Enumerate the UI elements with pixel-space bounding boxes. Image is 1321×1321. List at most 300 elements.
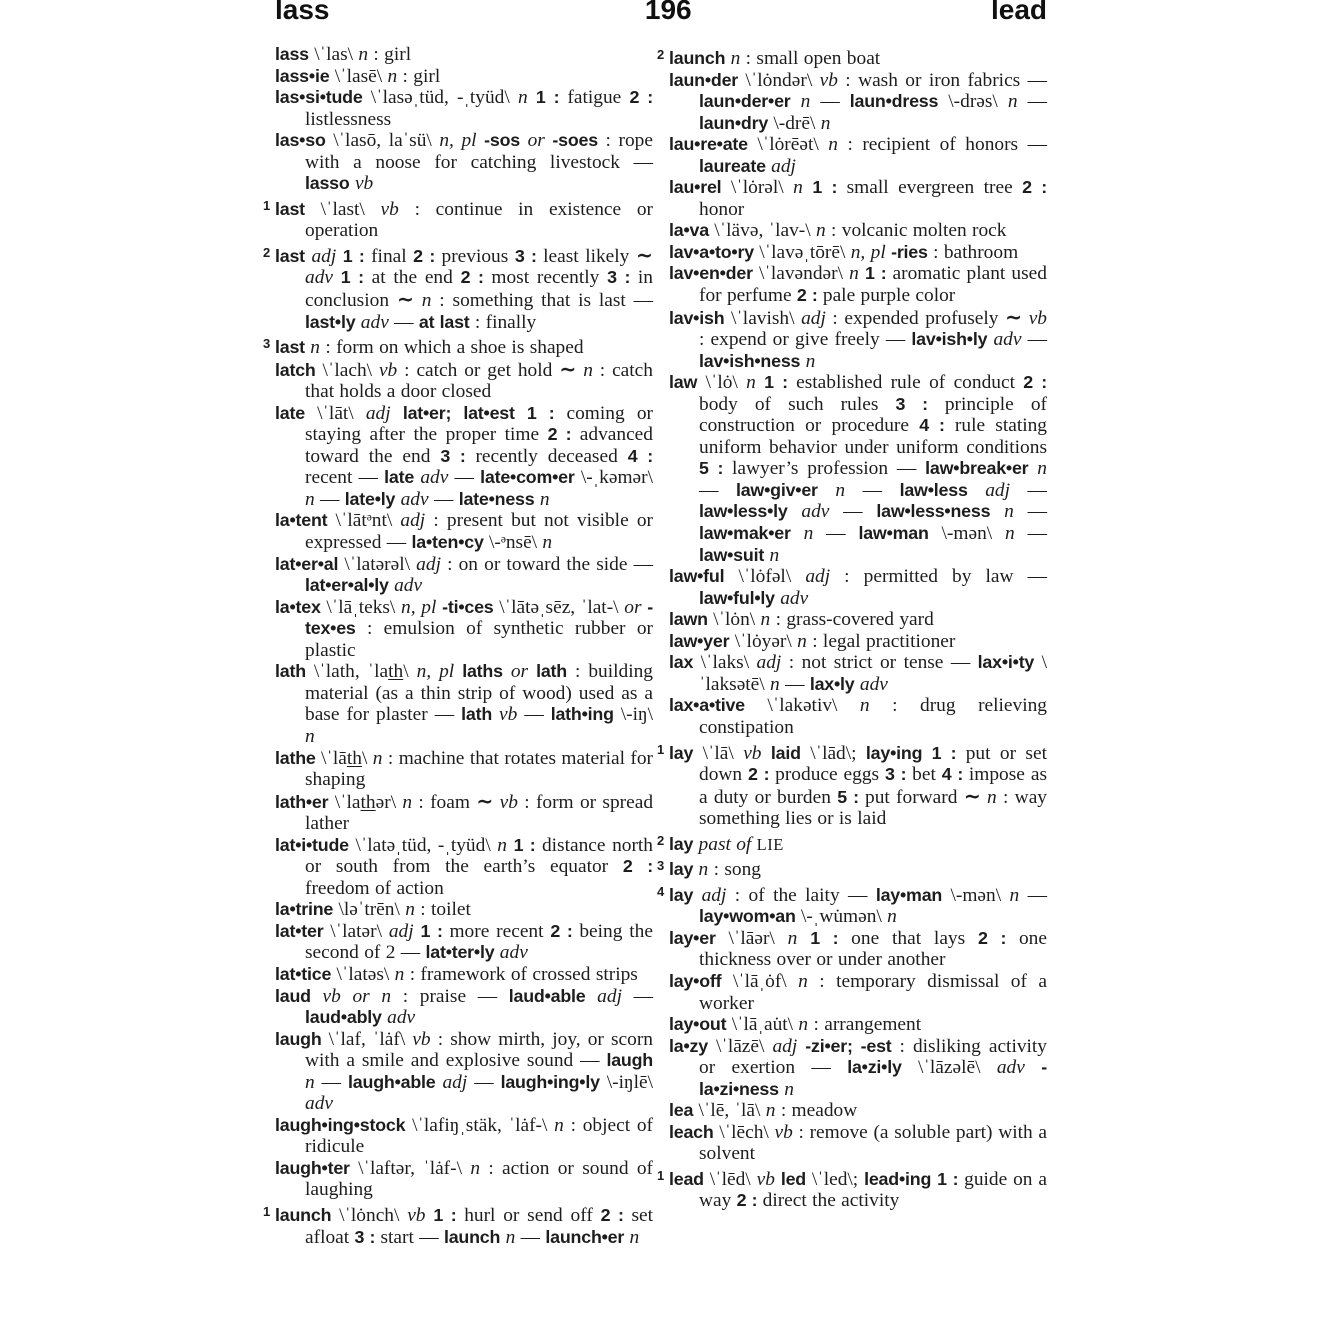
definition-text: : building material (as a thin strip of wood) used as a base for plaster —	[305, 661, 653, 726]
pos-label: vb	[407, 1204, 426, 1226]
definition-text	[586, 986, 598, 1007]
definition-text: : way something lies or is laid	[699, 786, 1047, 830]
sense-number: 5 :	[699, 458, 732, 479]
pos-label: adj	[772, 1035, 798, 1057]
headword: law•suit	[699, 544, 765, 565]
definition-text: : girl	[368, 44, 412, 65]
headword: led	[780, 1168, 806, 1189]
definition-text: \ˈlȯyər\	[729, 630, 798, 652]
entry-lass	[275, 44, 653, 66]
definition-text: : praise —	[391, 985, 509, 1007]
definition-text: \ˈlāˌȯf\	[721, 970, 799, 992]
homograph-number: 4	[657, 883, 665, 899]
pos-label: adv	[859, 673, 888, 695]
entry-lattice	[275, 964, 653, 986]
pos-label: adv	[387, 1007, 416, 1029]
definition-text	[507, 835, 514, 856]
definition-text	[922, 743, 931, 764]
definition-text: \-mən\	[928, 523, 1006, 545]
swung-dash: ∼	[396, 287, 414, 312]
headword: la•tex	[275, 596, 321, 617]
pos-label: adv	[360, 311, 389, 333]
definition-text: : grass-covered yard	[770, 609, 934, 631]
headword: laud•able	[508, 985, 586, 1006]
headword: laureate	[699, 155, 766, 176]
headword: law•mak•er	[699, 523, 791, 544]
swung-dash: ∼	[963, 783, 981, 808]
definition-text: —	[428, 488, 459, 510]
definition-text: \ˈlȯfəl\	[724, 566, 806, 588]
swung-dash: ∼	[1005, 304, 1023, 329]
definition-text: —	[517, 704, 551, 726]
sense-number: 2 :	[1022, 177, 1047, 198]
definition-text: : drug relieving constipation	[699, 695, 1047, 738]
entry-lassitude	[275, 87, 653, 130]
headword: last	[275, 198, 305, 219]
pos-label: adj	[756, 652, 782, 674]
headword: lay•off	[669, 970, 722, 991]
headword: lat•tice	[275, 963, 332, 984]
definition-text	[693, 885, 701, 906]
headword: -soes	[552, 130, 598, 151]
sense-number: 2 :	[748, 764, 776, 785]
guide-word-left: lass	[275, 0, 330, 25]
entry-lavish	[669, 304, 1047, 373]
pos-label: n	[310, 337, 320, 359]
homograph-number: 1	[657, 741, 665, 757]
definition-text: \-drəs\	[938, 91, 1008, 113]
headword: law•man	[858, 523, 929, 544]
homograph-number: 1	[263, 1203, 271, 1219]
pos-label: n	[1007, 91, 1018, 113]
sense-number: 2 :	[550, 920, 580, 941]
headword: lath	[461, 704, 493, 725]
headword: lav•ish•ness	[699, 350, 801, 371]
sense-number: 3 :	[895, 393, 945, 414]
headword: law•giv•er	[735, 479, 818, 500]
definition-text	[968, 480, 986, 501]
headword: lat•er•al	[275, 553, 339, 574]
pos-label: adv	[996, 1057, 1025, 1079]
headword: laugh•ing•ly	[500, 1071, 600, 1092]
pos-label: n	[421, 290, 432, 312]
pos-label: adj	[400, 510, 426, 532]
definition-text: \ˈlasē\	[329, 65, 388, 87]
pos-label: n	[554, 1114, 564, 1136]
headword: lath	[275, 661, 306, 682]
definition-text: : expended profusely	[825, 307, 1006, 329]
entry-last-3	[263, 333, 653, 359]
sense-number: 2 :	[460, 267, 492, 288]
pos-label: n	[798, 1014, 809, 1036]
definition-text: : framework of crossed strips	[404, 963, 638, 985]
entry-lay-1	[657, 739, 1047, 830]
definition-text	[492, 704, 499, 725]
headword: lasso	[305, 173, 350, 194]
definition-text	[791, 523, 804, 544]
headword: lay•man	[875, 884, 943, 905]
definition-text: put or set down	[699, 742, 1047, 786]
definition-text: bet	[912, 764, 942, 786]
headword: lav•a•to•ry	[669, 241, 754, 262]
pos-label: n	[402, 791, 413, 813]
sense-number: 3 :	[514, 245, 544, 266]
definition-text: : form or spread lather	[305, 791, 654, 835]
headword: lay	[669, 884, 694, 905]
definition-text: —	[810, 91, 850, 113]
pos-label: vb	[774, 1121, 793, 1143]
headword: la•zy	[669, 1035, 708, 1056]
entry-law	[669, 372, 1047, 566]
pos-label: adj	[805, 566, 831, 588]
headword: laun•dress	[849, 91, 939, 112]
definition-text: —	[314, 1071, 349, 1093]
pos-label: adj	[311, 245, 337, 267]
sense-number: 3 :	[885, 764, 913, 785]
definition-text: : permitted by law —	[830, 566, 1047, 588]
headword: la•tent	[275, 510, 328, 531]
entry-latter	[275, 921, 653, 964]
definition-text: \ˈlȯrēət\	[747, 134, 829, 156]
headword: laud	[275, 985, 311, 1006]
definition-text: \ˈlaf, ˈlȧf\	[321, 1028, 413, 1050]
headword: -tex•es	[305, 596, 653, 639]
pos-label: n	[760, 609, 771, 631]
pos-label: vb	[819, 69, 838, 91]
entry-lateral	[275, 554, 653, 597]
definition-text: : recipient of honors —	[837, 134, 1047, 156]
definition-text: start —	[380, 1226, 444, 1248]
pos-label: n	[797, 630, 807, 652]
pos-label: n	[800, 91, 811, 113]
headword: lay•out	[669, 1014, 727, 1035]
definition-text	[503, 661, 511, 682]
definition-text: set afloat	[305, 1204, 653, 1248]
headword: lawn	[669, 609, 708, 630]
definition-text	[477, 130, 485, 151]
pos-label: adv	[993, 329, 1022, 351]
pos-label: n	[820, 112, 831, 134]
pos-label: vb	[378, 359, 398, 381]
headword: la•ten•cy	[411, 532, 484, 553]
definition-text: \ˈlāˌau̇t\	[726, 1014, 799, 1036]
pos-label: n	[730, 48, 741, 69]
definition-text	[788, 501, 802, 522]
entry-lay-4	[657, 881, 1048, 928]
homograph-number: 2	[263, 244, 271, 260]
definition-text: \ˈlath, ˈla	[305, 661, 389, 683]
definition-text: : song	[708, 859, 761, 881]
definition-text	[803, 177, 812, 198]
definition-text: \ˈlēd\	[703, 1168, 757, 1190]
definition-text: : not strict or tense —	[781, 652, 978, 674]
pos-label: adj	[701, 884, 727, 906]
definition-text: \ˈlāt\	[304, 402, 366, 424]
headword: lea	[669, 1100, 694, 1121]
headword: last	[275, 245, 305, 266]
pos-label: or	[624, 596, 642, 618]
entry-lay-3	[657, 855, 1047, 881]
entry-lead-1	[657, 1165, 1047, 1212]
pos-label: n, pl	[850, 241, 886, 263]
headword: lead•ing	[864, 1168, 932, 1189]
headword: laun•der	[669, 69, 739, 90]
pos-label: n	[828, 134, 838, 156]
definition-text: \ˈlaks\	[693, 652, 757, 674]
definition-text: \ləˈtrēn\	[333, 899, 406, 921]
headword: law•less•ness	[876, 501, 991, 522]
pos-label: n	[539, 488, 550, 510]
headword: last•ly	[305, 311, 356, 332]
pos-label: adv	[400, 488, 429, 510]
pos-label: adj	[442, 1071, 468, 1093]
definition-text: \-ˌkəmər\	[574, 467, 653, 489]
sense-number: 1 :	[931, 742, 966, 763]
pos-label: adv	[305, 267, 333, 289]
definition-text: most recently	[491, 267, 608, 289]
definition-text: : on or toward the side —	[440, 553, 653, 575]
headword: laugh•ter	[275, 1157, 350, 1178]
definition-text: least likely	[543, 245, 636, 267]
headword: law	[669, 372, 698, 393]
entry-layer	[669, 928, 1047, 971]
definition-text: \ˈlȯnch\	[331, 1204, 408, 1226]
definition-text: : form on which a shoe is shaped	[319, 337, 584, 359]
definition-text: more recent	[449, 920, 551, 942]
headword: law•break•er	[925, 458, 1029, 479]
pos-label: n	[305, 1071, 315, 1093]
definition-text: \ˈlatərəl\	[338, 553, 417, 575]
definition-text: \-drē\	[768, 112, 821, 134]
definition-text: : something that is last —	[431, 290, 654, 312]
definition-text: coming or staying after the proper time	[305, 402, 653, 446]
definition-text: \ˈlavish\	[724, 307, 802, 329]
sense-number: 1 :	[342, 245, 372, 266]
headword: late•com•er	[480, 467, 575, 488]
definition-text: fatigue	[567, 87, 630, 109]
page-number: 196	[644, 0, 692, 25]
definition-text: : machine that rotates material for shaping	[305, 747, 653, 791]
entry-lea	[669, 1100, 1047, 1122]
definition-text: listlessness	[305, 108, 392, 130]
pos-label: n	[1009, 884, 1020, 906]
definition-text: —	[621, 985, 653, 1007]
headword: lathe	[275, 747, 316, 768]
headword: laugh	[606, 1050, 653, 1071]
definition-text	[791, 91, 801, 112]
sense-number: 2 :	[547, 424, 580, 445]
homograph-number: 1	[263, 197, 271, 213]
definition-text: \ˈlafiŋˌstäk, ˈlȧf-\	[405, 1114, 555, 1136]
sense-number: 2 :	[796, 285, 823, 306]
definition-text: established rule of conduct	[796, 372, 1024, 394]
column-left	[263, 44, 654, 1248]
pos-label: n	[859, 695, 870, 717]
pos-label: adj	[388, 920, 414, 942]
definition-text	[311, 986, 323, 1007]
homograph-number: 2	[657, 47, 665, 62]
definition-text: \ˈlāzē\	[707, 1035, 773, 1057]
headword: lay	[669, 833, 694, 854]
definition-text: \-ˌwu̇mən\	[795, 906, 888, 928]
pos-label: vb	[380, 198, 399, 220]
definition-text: —	[699, 479, 736, 501]
definition-text: recently deceased	[475, 445, 628, 467]
entry-lava	[669, 220, 1047, 242]
definition-text: direct the activity	[762, 1190, 900, 1212]
sense-number: 3 :	[440, 445, 476, 466]
headword: law•ful•ly	[699, 587, 775, 608]
definition-text: being the second of 2 —	[305, 920, 653, 964]
pos-label: n	[805, 350, 816, 372]
entry-launder	[669, 70, 1047, 135]
page-header	[275, 0, 1047, 26]
definition-text: —	[1019, 884, 1048, 906]
pos-label: n	[1004, 501, 1014, 523]
definition-text: —	[1021, 329, 1047, 351]
headword: launch•er	[545, 1226, 625, 1247]
definition-text: : foam	[412, 791, 477, 813]
pos-label: vb	[354, 173, 374, 195]
definition-text: impose as a duty or burden	[699, 764, 1047, 808]
headword: -ti•ces	[442, 596, 494, 617]
sense-number: 1 :	[764, 372, 797, 393]
entry-launch-1	[263, 1201, 653, 1248]
definition-text: \ˈlāər\	[715, 927, 788, 949]
definition-text	[797, 928, 810, 949]
definition-text: \ˈlātəˌsēz, ˈlat-\	[493, 596, 625, 618]
headword: laugh•able	[348, 1071, 436, 1092]
definition-text: \ˈlach\	[315, 359, 379, 381]
pos-label: vb	[743, 742, 762, 764]
definition-text: —	[515, 1226, 546, 1248]
headword: lax	[669, 652, 694, 673]
definition-text: distance north or south from the earth’s equator	[305, 834, 653, 878]
headword: lax•i•ty	[977, 652, 1035, 673]
homograph-number: 3	[263, 336, 271, 352]
headword: lat•ter	[275, 920, 324, 941]
headword: lay•er	[669, 927, 716, 948]
pos-label: n	[793, 177, 803, 199]
headword: la•zi•ly	[847, 1057, 902, 1078]
pos-label: adv	[801, 501, 830, 523]
pos-label: n	[803, 523, 814, 545]
headword: lay	[669, 859, 694, 880]
headword: lay•ing	[865, 742, 923, 763]
sense-number: 2 :	[413, 245, 442, 266]
sense-number: 4 :	[941, 764, 969, 785]
definition-text: \ˈlȯndər\	[738, 69, 820, 91]
sense-number: 1 :	[420, 920, 450, 941]
pos-label: n	[470, 1157, 481, 1179]
entry-layoff	[669, 971, 1047, 1014]
pos-label: adj	[801, 307, 826, 329]
guide-word-right: lead	[990, 0, 1047, 25]
headword: lau•rel	[669, 177, 722, 198]
entry-latitude	[275, 835, 653, 900]
sense-number: 2 :	[600, 1204, 632, 1225]
pos-label: n	[505, 1226, 516, 1248]
entry-lawful	[669, 566, 1047, 609]
definition-text: \ˈlā	[315, 747, 347, 769]
definition-text	[1025, 1057, 1041, 1078]
pos-label: n	[305, 725, 315, 747]
pos-label: n	[887, 906, 897, 928]
headword: launch	[669, 48, 726, 68]
definition-text: \-iŋlē\	[599, 1071, 653, 1093]
definition-text: —	[388, 311, 419, 333]
entry-lawyer	[669, 631, 1047, 653]
entry-laurel	[669, 177, 1047, 220]
pos-label: vb	[412, 1028, 431, 1050]
homograph-number: 1	[657, 1167, 665, 1183]
definition-text	[990, 501, 1004, 522]
entry-latch	[275, 356, 653, 403]
entry-latrine	[275, 899, 653, 921]
sense-number: 2 :	[629, 87, 653, 108]
headword: law•ful	[669, 566, 725, 587]
entry-last-1	[263, 195, 653, 242]
headword: at last	[418, 311, 470, 332]
sense-number: 4 :	[919, 415, 955, 436]
headword: lass•ie	[275, 65, 330, 86]
pos-label: vb or n	[322, 985, 392, 1007]
headword: la•trine	[275, 899, 334, 920]
headword: laid	[770, 742, 801, 763]
definition-text: : bathroom	[927, 241, 1019, 263]
headword: law•yer	[669, 630, 730, 651]
definition-text: one that lays	[851, 927, 979, 949]
pos-label: n	[1005, 523, 1015, 545]
pos-label: n	[583, 359, 593, 381]
entry-lather	[275, 788, 654, 835]
definition-text: : disliking activity or exertion —	[699, 1035, 1047, 1079]
entry-latent	[275, 510, 653, 553]
definition-text: \	[403, 661, 417, 683]
pos-label: n	[787, 927, 798, 949]
pos-label: n, pl	[416, 661, 455, 683]
entry-late	[275, 403, 653, 511]
entry-lax	[669, 652, 1047, 695]
entry-lawn	[669, 609, 1047, 631]
pos-label: n	[798, 970, 808, 992]
pos-label: vb	[1028, 307, 1047, 329]
headword: las•si•tude	[275, 87, 363, 108]
definition-text	[1028, 458, 1037, 479]
definition-text: \ˈlasō, laˈsü\	[325, 130, 440, 152]
definition-text: \ˈlasəˌtüd, -ˌtyüd\	[362, 87, 518, 109]
definition-text: : remove (a soluble part) with a solvent	[699, 1121, 1047, 1165]
headword: lay•wom•an	[699, 906, 796, 927]
headword: laun•dry	[699, 112, 769, 133]
definition-text: : action or sound of laughing	[305, 1157, 653, 1201]
headword: lat•er•al•ly	[305, 575, 389, 596]
definition-text: \ˈlast\	[304, 198, 381, 220]
sense-number: 2 :	[978, 927, 1019, 948]
definition-text	[520, 130, 528, 151]
pos-label: n, pl	[439, 130, 477, 152]
headword: -zi•er; -est	[805, 1035, 892, 1056]
definition-text: \-iŋ\	[613, 704, 653, 726]
headword: last	[275, 337, 305, 358]
headword: laun•der•er	[699, 91, 791, 112]
headword: lass	[275, 44, 309, 64]
headword: late•ly	[344, 488, 396, 509]
headword: lax•a•tive	[669, 695, 745, 716]
definition-text: : catch that holds a door closed	[305, 359, 653, 403]
sense-number: 1 :	[535, 87, 568, 108]
headword: laths	[462, 661, 503, 682]
